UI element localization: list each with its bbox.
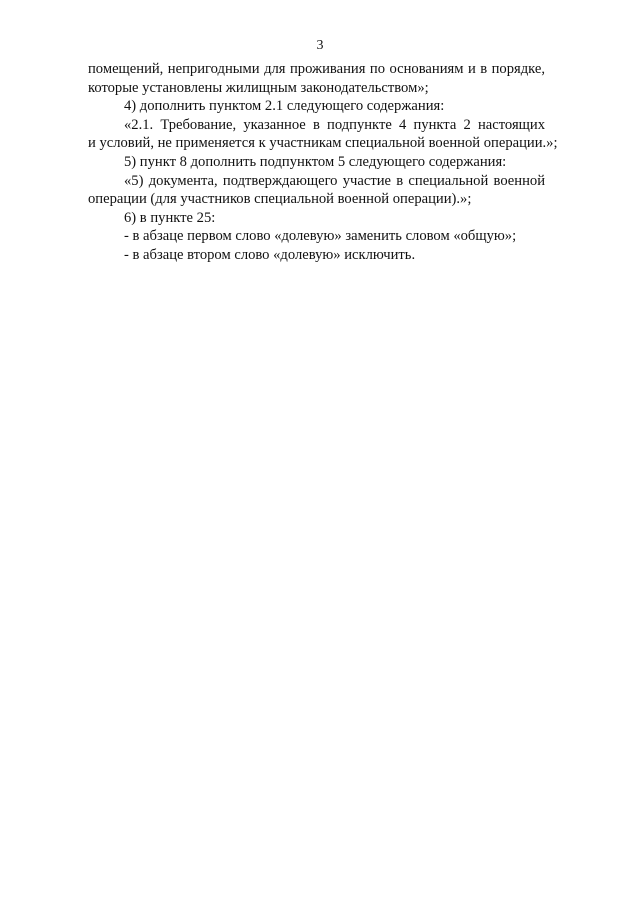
paragraph-line: - в абзаце втором слово «долевую» исключить.	[124, 246, 416, 263]
paragraph-line: 4) дополнить пунктом 2.1 следующего содержания:	[124, 98, 445, 115]
paragraph-line: которые установлены жилищным законодательством»;	[88, 79, 429, 96]
paragraph-line: помещений, непригодными для проживания по основаниям и в порядке,	[88, 61, 545, 77]
paragraph-line: - в абзаце первом слово «долевую» заменить словом «общую»;	[124, 228, 517, 245]
paragraph-line: операции (для участников специальной военной операции).»;	[88, 191, 472, 208]
paragraph-line: и условий, не применяется к участникам специальной военной операции.»;	[88, 135, 558, 152]
paragraph-line: «5) документа, подтверждающего участие в специальной военной	[124, 172, 545, 189]
document-body	[88, 60, 558, 265]
paragraph-line: «2.1. Требование, указанное в подпункте 4 пункта 2 настоящих	[124, 116, 545, 133]
paragraph-line: 5) пункт 8 дополнить подпунктом 5 следующего содержания:	[124, 153, 507, 170]
page-number: 3	[316, 38, 324, 53]
paragraph-line: 6) в пункте 25:	[124, 209, 216, 226]
